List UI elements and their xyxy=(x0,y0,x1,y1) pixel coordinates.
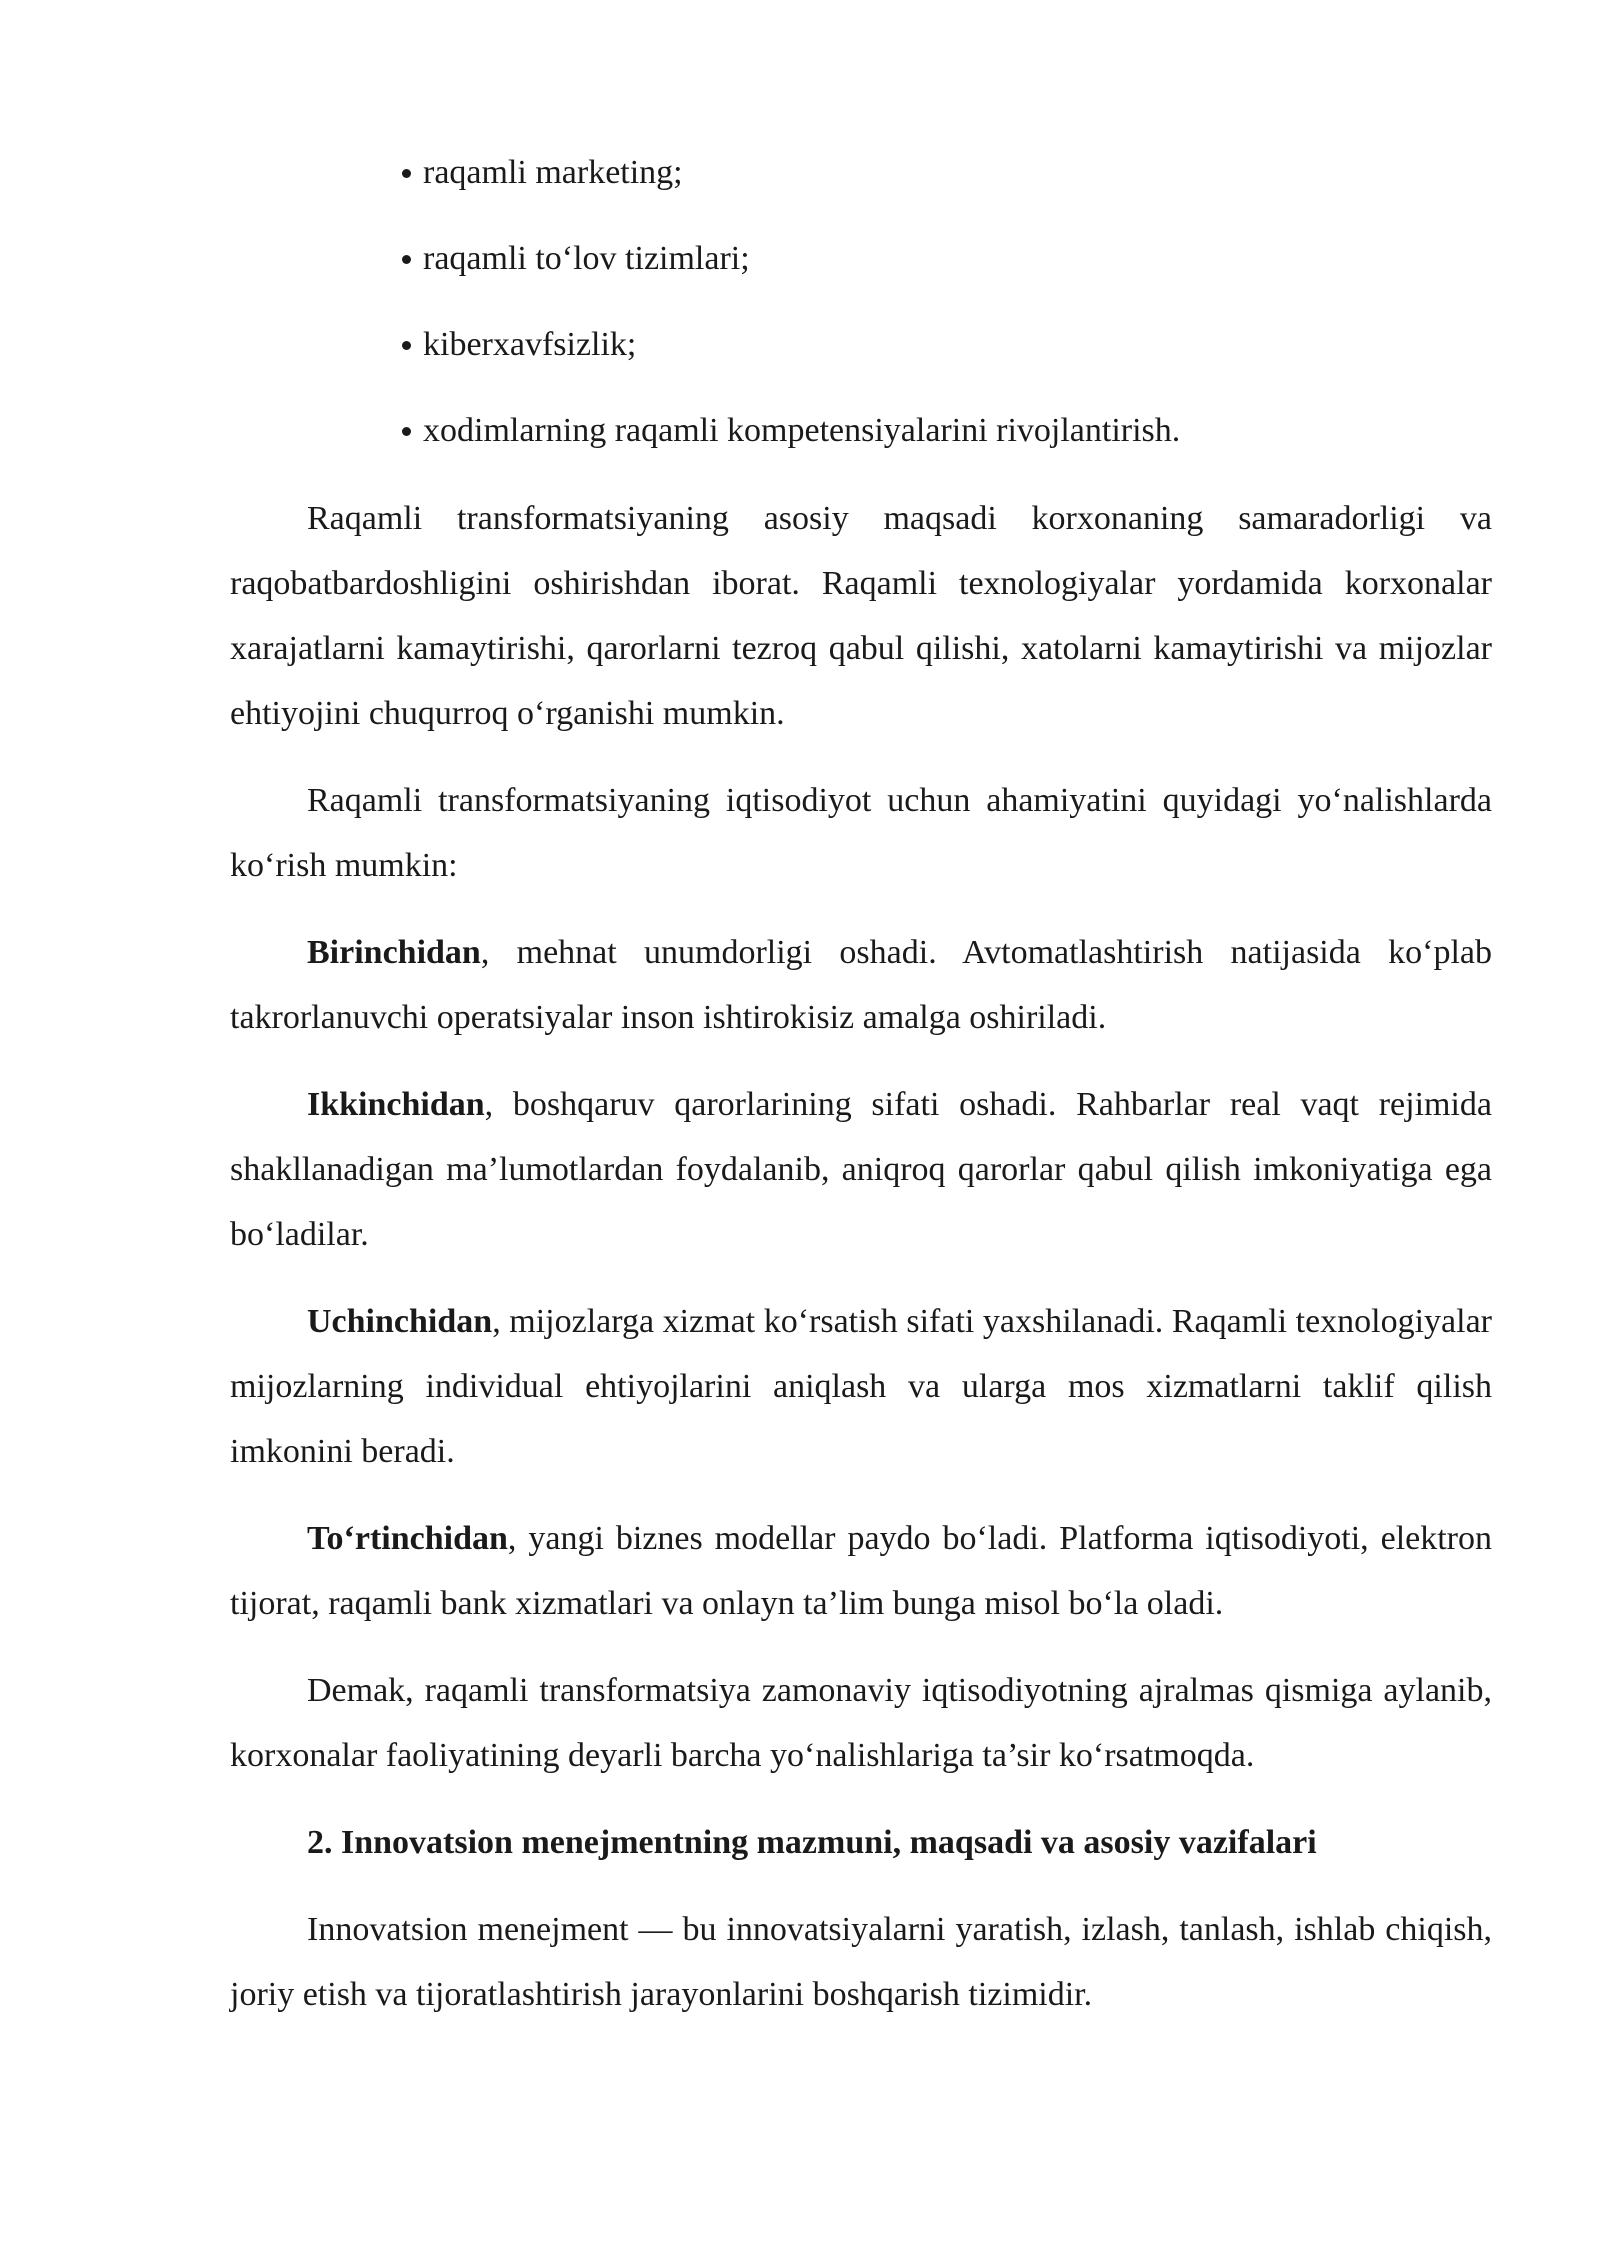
paragraph-first-text: , mehnat unumdorligi oshadi. Avtomatlashtirish natijasida ko‘plab takrorlanuvchi operatsiyalar inson ishtirokisiz amalga oshiriladi. xyxy=(230,934,1492,1036)
paragraph-conclusion: Demak, raqamli transformatsiya zamonaviy iqtisodiyotning ajralmas qismiga aylanib, korxonalar faoliyatining deyarli barcha yo‘nalishlariga ta’sir ko‘rsatmoqda. xyxy=(230,1672,1492,1774)
paragraph-fourth-lead: To‘rtinchidan xyxy=(307,1520,508,1557)
list-item xyxy=(402,234,1492,284)
paragraph-second xyxy=(230,1072,1492,1267)
paragraph-fourth xyxy=(230,1506,1492,1636)
bullet-icon xyxy=(402,341,411,350)
section-heading: 2. Innovatsion menejmentning mazmuni, maqsadi va asosiy vazifalari xyxy=(307,1824,1317,1861)
bullet-icon xyxy=(402,255,411,264)
paragraph-second-text: , boshqaruv qarorlarining sifati oshadi. Rahbarlar real vaqt rejimida shakllanadigan ma’lumotlardan foydalanib, aniqroq qarorlar qabul qilish imkoniyatiga ega bo‘ladilar. xyxy=(230,1086,1492,1253)
list-item-text: xodimlarning raqamli kompetensiyalarini rivojlantirish. xyxy=(423,412,1181,449)
paragraph-third-lead: Uchinchidan xyxy=(307,1303,493,1340)
bullet-icon xyxy=(402,427,411,436)
bullet-list xyxy=(230,148,1492,456)
paragraph-third-text: , mijozlarga xizmat ko‘rsatish sifati yaxshilanadi. Raqamli texnologiyalar mijozlarning individual ehtiyojlarini aniqlash va ularga mos xizmatlarni taklif qilish imkonini beradi. xyxy=(230,1303,1492,1470)
list-item xyxy=(402,148,1492,198)
list-item xyxy=(402,320,1492,370)
paragraph-definition: Innovatsion menejment — bu innovatsiyalarni yaratish, izlash, tanlash, ishlab chiqish, joriy etish va tijoratlashtirish jarayonlarini boshqarish tizimidir. xyxy=(230,1911,1492,2013)
list-item-text: raqamli to‘lov tizimlari; xyxy=(423,240,750,277)
list-item-text: raqamli marketing; xyxy=(423,154,683,191)
paragraph-third xyxy=(230,1289,1492,1484)
bullet-icon xyxy=(402,169,411,178)
paragraph-importance-intro: Raqamli transformatsiyaning iqtisodiyot uchun ahamiyatini quyidagi yo‘nalishlarda ko‘rish mumkin: xyxy=(230,782,1492,884)
document-page xyxy=(230,148,1492,2049)
paragraph-first-lead: Birinchidan xyxy=(307,934,481,971)
paragraph-fourth-text: , yangi biznes modellar paydo bo‘ladi. Platforma iqtisodiyoti, elektron tijorat, raqamli bank xizmatlari va onlayn ta’lim bunga misol bo‘la oladi. xyxy=(230,1520,1492,1622)
paragraph-second-lead: Ikkinchidan xyxy=(307,1086,485,1123)
paragraph-goal: Raqamli transformatsiyaning asosiy maqsadi korxonaning samaradorligi va raqobatbardoshligini oshirishdan iborat. Raqamli texnologiyalar yordamida korxonalar xarajatlarni kamaytirishi, qarorlarni tezroq qabul qilishi, xatolarni kamaytirishi va mijozlar ehtiyojini chuqurroq o‘rganishi mumkin. xyxy=(230,500,1492,732)
list-item-text: kiberxavfsizlik; xyxy=(423,326,637,363)
paragraph-first xyxy=(230,920,1492,1050)
list-item xyxy=(402,406,1492,456)
